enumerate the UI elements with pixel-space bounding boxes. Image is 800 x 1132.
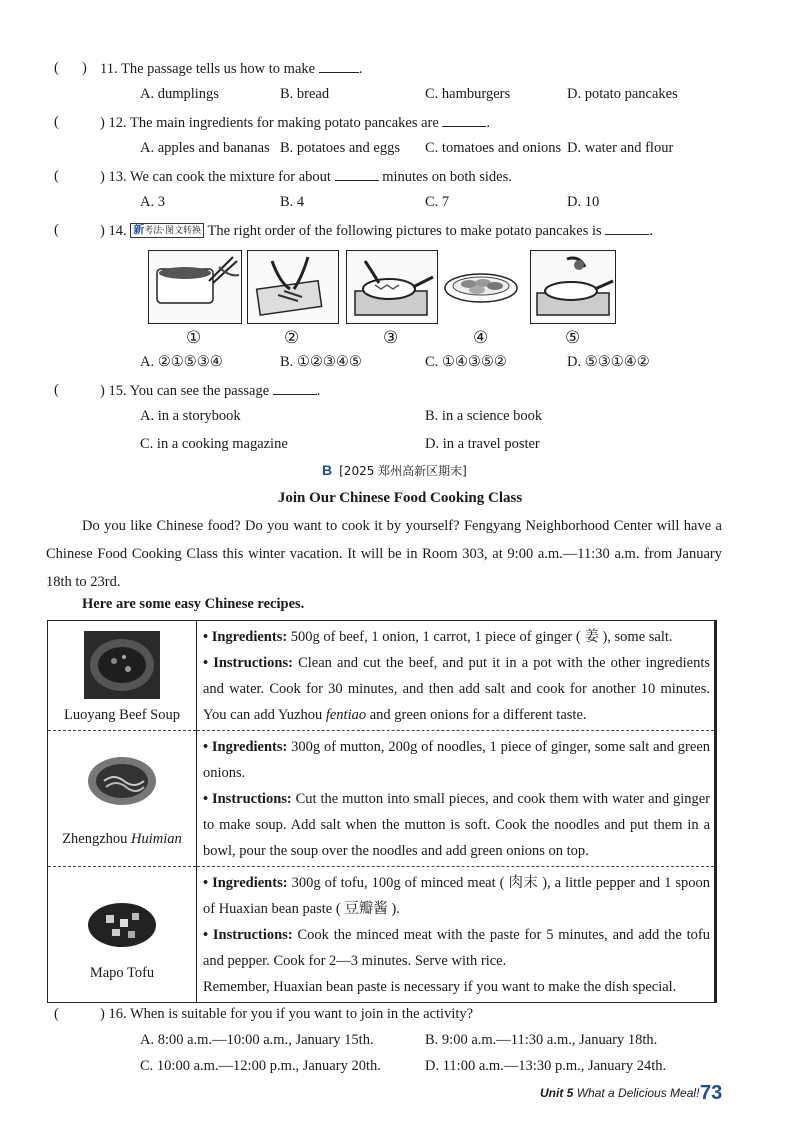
option-12-d[interactable]: D. water and flour bbox=[567, 140, 674, 156]
recipe-row bbox=[48, 731, 716, 867]
footer-unit: Unit 5 What a Delicious Meal! bbox=[540, 1086, 700, 1100]
question-13: ) 13. We can cook the mixture for about minutes on both sides. bbox=[100, 169, 512, 185]
dish-name-luoyang-beef-soup: Luoyang Beef Soup bbox=[64, 707, 180, 723]
option-13-a[interactable]: A. 3 bbox=[140, 194, 165, 210]
picture-2-cutting bbox=[247, 250, 339, 324]
option-14-d[interactable]: D. ⑤③①④② bbox=[567, 354, 650, 370]
passage-title: Join Our Chinese Food Cooking Class bbox=[277, 490, 523, 506]
huimian-photo bbox=[84, 745, 160, 813]
answer-paren-16[interactable]: ( bbox=[54, 1006, 59, 1022]
question-14: ) 14. 新考法·图文转换 The right order of the following pictures to make potato pancakes is . bbox=[100, 223, 653, 239]
section-b-header: B [2025 郑州高新区期末] bbox=[322, 462, 467, 478]
picture-label-2: ② bbox=[284, 328, 300, 348]
option-15-a[interactable]: A. in a storybook bbox=[140, 408, 241, 424]
option-13-d[interactable]: D. 10 bbox=[567, 194, 600, 210]
answer-paren-14[interactable]: ( bbox=[54, 222, 59, 238]
question-16: ) 16. When is suitable for you if you want to join in the activity? bbox=[100, 1006, 474, 1022]
option-12-c[interactable]: C. tomatoes and onions bbox=[425, 140, 562, 156]
option-14-a[interactable]: A. ②①⑤③④ bbox=[140, 354, 223, 370]
option-11-b[interactable]: B. bread bbox=[280, 86, 330, 102]
recipe-dish-cell bbox=[48, 731, 197, 867]
option-15-c[interactable]: C. in a cooking magazine bbox=[140, 436, 288, 452]
picture-5-pouring bbox=[530, 250, 616, 324]
answer-paren-11[interactable]: ( bbox=[54, 60, 59, 76]
picture-4-plate bbox=[441, 250, 521, 322]
recipe-details: • Ingredients: 300g of mutton, 200g of noodles, 1 piece of ginger, some salt and green onions. • Instructions: Cut the mutton into small pieces, and cook them with water and ginger to make soup. Add salt when the mutton is soft. Cook the noodles and put them in a bowl, pour the soup over the noodles and add green onions on top. bbox=[197, 731, 716, 867]
recipe-dish-cell bbox=[48, 621, 197, 731]
option-14-c[interactable]: C. ①④③⑤② bbox=[425, 354, 507, 370]
option-13-b[interactable]: B. 4 bbox=[280, 194, 305, 210]
option-16-a[interactable]: A. 8:00 a.m.—10:00 a.m., January 15th. bbox=[140, 1032, 374, 1048]
new-exam-tag: 新考法·图文转换 bbox=[130, 223, 204, 238]
passage-intro: Do you like Chinese food? Do you want to cook it by yourself? Fengyang Neighborhood Center will have a Chinese Food Cooking Class this winter vacation. It will be in Room 303, at 9:00 a.m.—11:30 a.m. from January 18th to 23rd. bbox=[46, 518, 722, 590]
recipe-dish-cell bbox=[48, 867, 197, 1003]
paren-close: ) bbox=[82, 60, 87, 76]
picture-label-4: ④ bbox=[473, 328, 489, 348]
option-11-a[interactable]: A. dumplings bbox=[140, 86, 219, 102]
question-11: 11. The passage tells us how to make . bbox=[100, 61, 363, 77]
picture-label-5: ⑤ bbox=[565, 328, 581, 348]
picture-1-mixing bbox=[148, 250, 242, 324]
recipes-table bbox=[47, 620, 717, 1003]
answer-paren-13[interactable]: ( bbox=[54, 168, 59, 184]
option-16-b[interactable]: B. 9:00 a.m.—11:30 a.m., January 18th. bbox=[425, 1032, 658, 1048]
page-number: 73 bbox=[700, 1082, 723, 1104]
option-11-d[interactable]: D. potato pancakes bbox=[567, 86, 678, 102]
recipe-row bbox=[48, 621, 716, 731]
mapo-tofu-photo bbox=[84, 889, 160, 957]
option-14-b[interactable]: B. ①②③④⑤ bbox=[280, 354, 362, 370]
recipe-row bbox=[48, 867, 716, 1003]
dish-name-mapo-tofu: Mapo Tofu bbox=[89, 965, 155, 981]
option-15-b[interactable]: B. in a science book bbox=[425, 408, 543, 424]
beef-soup-photo bbox=[84, 631, 160, 699]
answer-paren-12[interactable]: ( bbox=[54, 114, 59, 130]
recipe-details: • Ingredients: 500g of beef, 1 onion, 1 carrot, 1 piece of ginger ( 姜 ), some salt. • Instructions: Clean and cut the beef, and put it in a pot with the other ingredients and water. Cook for 30 minutes, and then add salt and cook for another 10 minutes. You can add Yuzhou fentiao and green onions for a different taste. bbox=[197, 621, 716, 731]
option-16-c[interactable]: C. 10:00 a.m.—12:00 p.m., January 20th. bbox=[140, 1058, 381, 1074]
picture-label-3: ③ bbox=[383, 328, 399, 348]
recipes-heading: Here are some easy Chinese recipes. bbox=[82, 596, 305, 612]
recipe-details: • Ingredients: 300g of tofu, 100g of minced meat ( 肉末 ), a little pepper and 1 spoon of Huaxian bean paste ( 豆瓣酱 ). • Instructions: Cook the minced meat with the paste for 5 minutes, and add the tofu and pepper. Cook for 2—3 minutes. Serve with rice. Remember, Huaxian bean paste is necessary if you want to make the dish special. bbox=[203, 875, 711, 995]
question-15: ) 15. You can see the passage . bbox=[100, 383, 321, 399]
question-12: ) 12. The main ingredients for making potato pancakes are . bbox=[100, 115, 491, 131]
option-11-c[interactable]: C. hamburgers bbox=[425, 86, 511, 102]
answer-paren-15[interactable]: ( bbox=[54, 382, 59, 398]
option-16-d[interactable]: D. 11:00 a.m.—13:30 p.m., January 24th. bbox=[425, 1058, 667, 1074]
option-13-c[interactable]: C. 7 bbox=[425, 194, 450, 210]
picture-label-1: ① bbox=[186, 328, 202, 348]
option-12-a[interactable]: A. apples and bananas bbox=[140, 140, 270, 156]
option-15-d[interactable]: D. in a travel poster bbox=[425, 436, 540, 452]
dish-name-zhengzhou-huimian: Zhengzhou Huimian bbox=[62, 831, 182, 847]
picture-3-frying bbox=[346, 250, 438, 324]
option-12-b[interactable]: B. potatoes and eggs bbox=[280, 140, 401, 156]
